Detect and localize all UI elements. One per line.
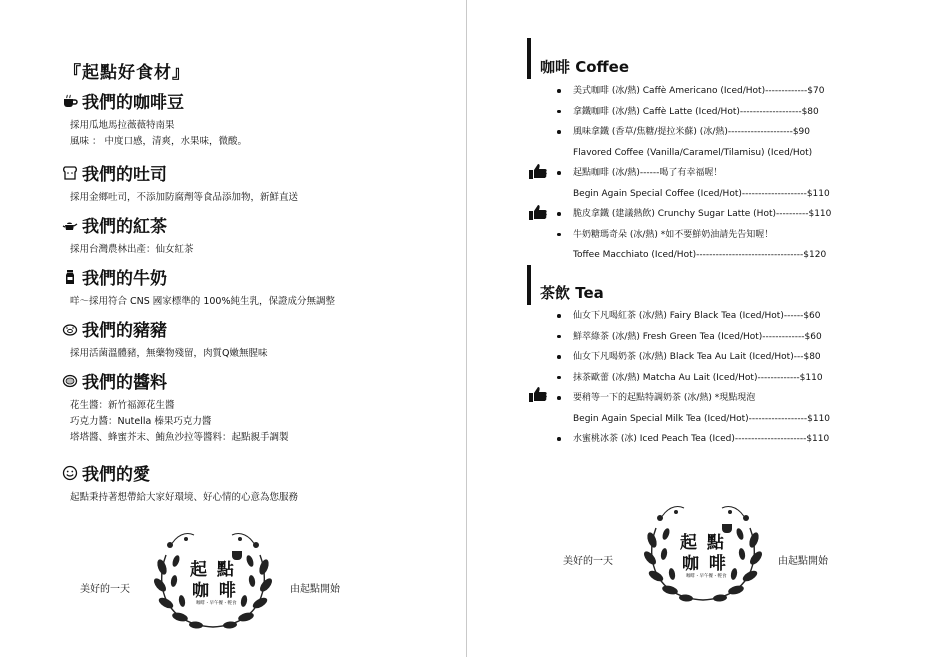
menu-item: 牛奶糖瑪奇朵 (冰/熱) *如不要鮮奶油請先告知喔！ <box>573 225 831 246</box>
menu-item: 水蜜桃冰茶 (冰) Iced Peach Tea (Iced)----------------------$110 <box>573 429 830 450</box>
section-line: 採用活菌溫體豬，無藥物殘留，肉質Q嫩無腥味 <box>70 348 268 359</box>
section-black-tea <box>62 212 194 258</box>
section-heading: 我們的愛 <box>82 465 150 485</box>
section-heading: 我們的紅茶 <box>82 217 167 237</box>
coffee-cup-icon <box>62 93 78 109</box>
logo-tagline-left: 美好的一天 <box>80 584 130 595</box>
section-line: 起點秉持著想帶給大家好環境、好心情的心意為您服務 <box>70 492 299 503</box>
section-love <box>62 460 298 506</box>
section-coffee-beans <box>62 88 247 150</box>
tea-menu <box>573 306 830 450</box>
teapot-icon <box>62 217 78 233</box>
section-heading: 我們的豬豬 <box>82 321 167 341</box>
thumbs-up-icon <box>528 385 548 403</box>
menu-item: Toffee Macchiato (Iced/Hot)---------------------------------$120 <box>573 250 827 260</box>
section-heading: 我們的醬料 <box>82 373 167 393</box>
tea-heading: 茶飲 Tea <box>540 284 604 302</box>
milk-bottle-icon <box>62 269 78 285</box>
section-milk <box>62 264 335 310</box>
logo-name-line1: 起 點 <box>190 560 236 580</box>
menu-item: 要稍等一下的起點特調奶茶 (冰/熱) *現點現泡 <box>573 388 830 409</box>
menu-item: 抹茶歐蕾 (冰/熱) Matcha Au Lait (Iced/Hot)-------------$110 <box>573 368 830 389</box>
menu-item: 仙女下凡喝奶茶 (冰/熱) Black Tea Au Lait (Iced/Hot)---$80 <box>573 347 830 368</box>
logo-name-line1: 起 點 <box>680 533 726 553</box>
menu-item: 脆皮拿鐵 (建議熱飲) Crunchy Sugar Latte (Hot)----------$110 <box>573 204 831 225</box>
menu-item: 仙女下凡喝紅茶 (冰/熱) Fairy Black Tea (Iced/Hot)------$60 <box>573 306 830 327</box>
menu-item: 拿鐵咖啡 (冰/熱) Caffè Latte (Iced/Hot)-------------------$80 <box>573 102 831 123</box>
section-toast <box>62 160 298 206</box>
menu-item: Flavored Coffee (Vanilla/Caramel/Tilamisu) (Iced/Hot) <box>573 147 813 158</box>
logo-name-line2: 咖 啡 <box>192 581 238 601</box>
menu-item: 風味拿鐵 (香草/焦糖/提拉米蘇) (冰/熱)--------------------$90 <box>573 122 831 143</box>
menu-item: 起點咖啡 (冰/熱)------喝了有幸福喔！ <box>573 163 831 184</box>
menu-item: 美式咖啡 (冰/熱) Caffè Americano (Iced/Hot)-------------$70 <box>573 81 831 102</box>
logo-subtitle: 咖啡・早午餐・輕食 <box>196 601 237 606</box>
toast-icon <box>62 165 78 181</box>
logo-name-line2: 咖 啡 <box>682 554 728 574</box>
section-line: 咩～採用符合 CNS 國家標準的 100%純生乳，保證成分無調整 <box>70 296 335 307</box>
section-line: 採用台灣農林出產：仙女紅茶 <box>70 244 194 255</box>
page-divider <box>466 0 467 657</box>
section-pork <box>62 316 267 362</box>
section-heading: 我們的吐司 <box>82 165 167 185</box>
coffee-menu <box>573 81 831 266</box>
section-line: 採用金鄉吐司，不添加防腐劑等食品添加物，新鮮直送 <box>70 192 299 203</box>
ingredients-title: 『起點好食材』 <box>64 63 190 83</box>
logo-subtitle: 咖啡・早午餐・輕食 <box>686 574 727 579</box>
logo-tagline-left: 美好的一天 <box>563 556 613 567</box>
section-sauces <box>62 368 289 446</box>
logo-tagline-right: 由起點開始 <box>290 584 340 595</box>
section-heading: 我們的牛奶 <box>82 269 167 289</box>
section-line: 花生醬：新竹福源花生醬 <box>70 400 175 411</box>
section-heading: 我們的咖啡豆 <box>82 93 184 113</box>
menu-item: 鮮萃綠茶 (冰/熱) Fresh Green Tea (Iced/Hot)-------------$60 <box>573 327 830 348</box>
pig-icon <box>62 321 78 337</box>
coffee-heading-bar <box>527 38 531 79</box>
menu-item: Begin Again Special Milk Tea (Iced/Hot)------------------$110 <box>573 413 831 424</box>
logo-tagline-right: 由起點開始 <box>778 556 828 567</box>
thumbs-up-icon <box>528 162 548 180</box>
menu-item: Begin Again Special Coffee (Iced/Hot)--------------------$110 <box>573 188 830 199</box>
section-line: 風味 ： 中度口感，清爽，水果味，微酸。 <box>70 136 248 147</box>
section-line: 巧克力醬：Nutella 榛果巧克力醬 <box>70 416 212 427</box>
coffee-heading: 咖啡 Coffee <box>540 58 630 76</box>
tea-heading-bar <box>527 265 531 305</box>
sauce-bowl-icon <box>62 373 78 389</box>
section-line: 塔塔醬、蜂蜜芥末、鮪魚沙拉等醬料：起點親手調製 <box>70 432 289 443</box>
section-line: 採用瓜地馬拉薇薇特南果 <box>70 120 175 131</box>
thumbs-up-icon <box>528 203 548 221</box>
smiley-icon <box>62 465 78 481</box>
